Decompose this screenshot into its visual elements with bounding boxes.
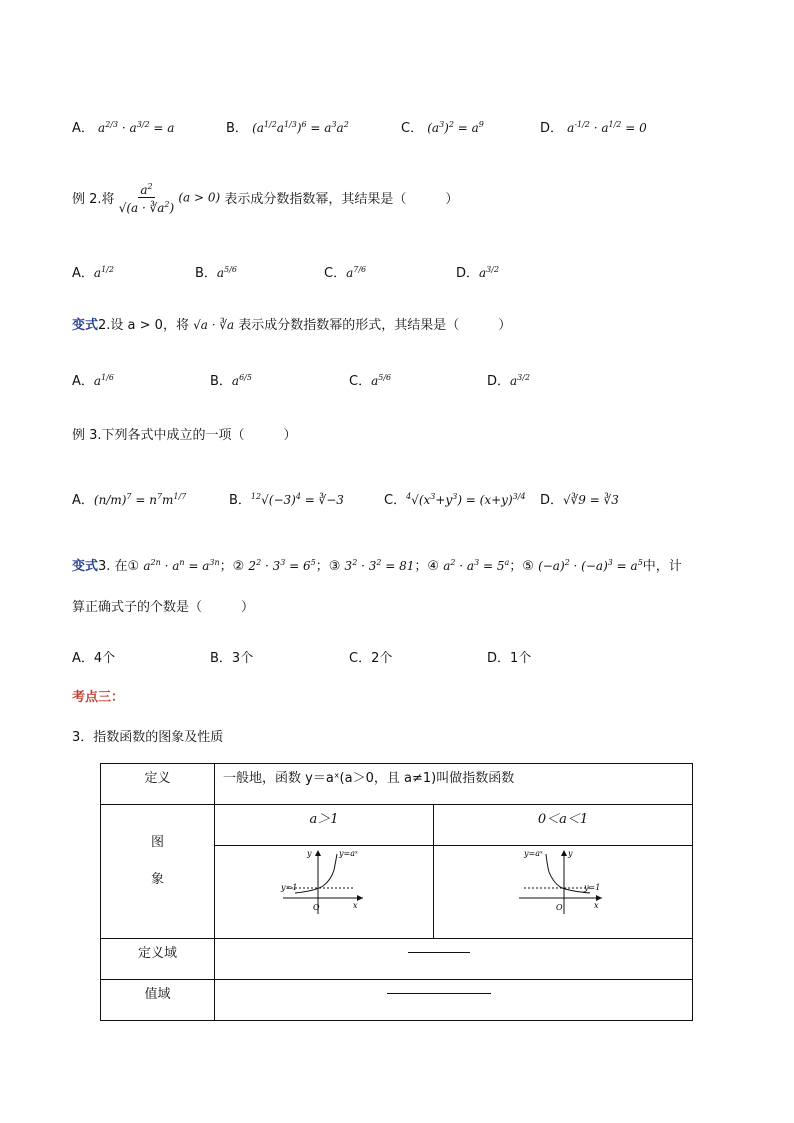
variant-2-option-c: C．$a^{5/6}$ — [349, 373, 392, 389]
graph1-line-label: y=1 — [281, 883, 298, 892]
section-subheading: 3．指数函数的图象及性质 — [72, 730, 224, 745]
domain-label: 定义域 — [101, 939, 215, 980]
domain-blank[interactable] — [408, 952, 470, 953]
example-2-option-d: D．$a^{3/2}$ — [456, 265, 500, 281]
variant-2-option-d: D．$a^{3/2}$ — [487, 373, 531, 389]
variant-2-option-a: A．$a^{1/6}$ — [72, 373, 114, 389]
exponential-function-table — [100, 763, 693, 1021]
range-blank[interactable] — [387, 993, 491, 994]
graph-label-2: 象 — [150, 872, 164, 887]
graph-decreasing — [434, 846, 692, 934]
definition-text: 一般地，函数 y＝aˣ(a＞0，且 a≠1)叫做指数函数 — [215, 764, 693, 805]
prev-option-c: C． $(a^3)^2 = a^9$ — [401, 120, 484, 136]
variant-3-option-b: B．3个 — [210, 651, 254, 666]
example-2-option-a: A．$a^{1/2}$ — [72, 265, 114, 281]
prev-option-a: A． $a^{2/3} \cdot a^{3/2} = a$ — [72, 120, 175, 136]
example-3-option-b: B．$^{12}√(-3)^4$ = ∛−3 — [229, 492, 344, 508]
prev-option-b: B． $(a^{1/2}a^{1/3})^6 = a^3a^2$ — [226, 120, 349, 136]
example-3-question: 例 3.下列各式中成立的一项（ ） — [72, 428, 297, 443]
graph2-line-label: y=1 — [584, 883, 601, 892]
graph1-y-label: y — [307, 849, 312, 858]
variant-2-question: 变式2.设 a > 0，将 √a · ∛a 表示成分数指数幂的形式，其结果是（ ） — [72, 318, 512, 333]
variant-2-option-b: B．$a^{6/5}$ — [210, 373, 252, 389]
variant-3-question: 变式3. 在① $a^{2n} \cdot a^n = a^{3n}$；② $2^2 \cdot 3^3 = 6^5$；③ $3^2 \cdot 3^2 = 81$；④ $a^2 \cdot a^3 = 5^a$；⑤ $(-a)^2 \cdot (-a)^3 = a^5$中，计 — [72, 558, 682, 574]
example-3-option-a: A．$(n/m)^7 = n^7m^{1/7}$ — [72, 492, 187, 508]
graph2-y-label: y — [568, 849, 573, 858]
variant-3-option-a: A．4个 — [72, 651, 116, 666]
graph-increasing — [215, 846, 433, 934]
range-label: 值域 — [101, 980, 215, 1021]
domain-answer-cell — [215, 939, 693, 980]
example-2-question: 例 2.将 $\frac{a^2}{√(a \cdot ∛a^2)}$ (a > 0) 表示成分数指数幂，其结果是（ ） — [72, 182, 459, 215]
graph-increasing-cell — [215, 846, 434, 939]
graph1-x-label: x — [353, 901, 358, 910]
graph1-curve-label: y=aˣ — [339, 849, 358, 858]
example-3-option-d: D．√∛9 = ∛3 — [540, 493, 619, 508]
example-2-option-b: B．$a^{5/6}$ — [195, 265, 237, 281]
range-answer-cell — [215, 980, 693, 1021]
variant-3-question-line2: 算正确式子的个数是（ ） — [72, 600, 255, 615]
graph2-curve-label: y=aˣ — [524, 849, 543, 858]
graph-decreasing-cell — [434, 846, 693, 939]
example-2-option-c: C．$a^{7/6}$ — [324, 265, 367, 281]
section-heading: 考点三： — [72, 690, 125, 705]
example-2-fraction: $\frac{a^2}{√(a \cdot ∛a^2)}$ — [118, 182, 175, 215]
graph2-origin: O — [556, 903, 563, 912]
graph-label-cell — [101, 805, 215, 939]
variant-3-option-c: C．2个 — [349, 651, 393, 666]
graph-label-1: 图 — [150, 835, 164, 850]
variant-3-option-d: D．1个 — [487, 651, 532, 666]
definition-label: 定义 — [101, 764, 215, 805]
column-a-less-1: 0＜a＜1 — [434, 805, 693, 846]
column-a-greater-1: a＞1 — [215, 805, 434, 846]
prev-option-d: D． $a^{-1/2} \cdot a^{1/2} = 0$ — [540, 120, 647, 136]
example-3-option-c: C．$^4√(x^3+y^3) = (x+y)^{3/4}$ — [384, 492, 526, 508]
graph2-x-label: x — [594, 901, 599, 910]
graph1-origin: O — [313, 903, 320, 912]
